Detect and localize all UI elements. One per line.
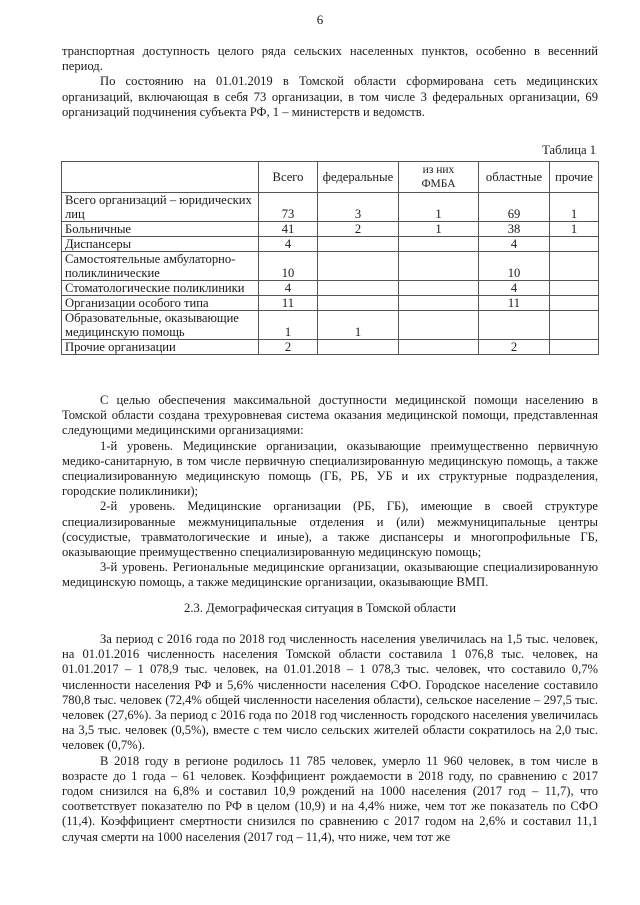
organizations-table	[61, 161, 599, 355]
demography-paragraph-2: В 2018 году в регионе родилось 11 785 человек, умерло 11 960 человек, в том числе в возрасте до 1 года – 61 человек. Коэффициент рождаемости в 2018 году, по сравнению с 2017 годом снизился на 6,8% и составил 10,9 рождений на 1000 населения (2017 год – 11,7), что соответствует показателю по РФ в целом (10,9) и на 4,4% ниже, чем тот же показатель по СФО (11,4). Коэффициент смертности снизился по сравнению с 2017 годом на 2,6% и составил 11,1 случая смерти на 1000 населения (2017 год – 11,4), что ниже, чем тот же	[62, 753, 598, 844]
intro-block	[62, 44, 598, 120]
table-row	[62, 296, 599, 311]
levels-intro: С целью обеспечения максимальной доступности медицинской помощи населению в Томской области создана трехуровневая система оказания медицинской помощи, представленная следующими медицинскими организациями:	[62, 393, 598, 438]
demography-block	[62, 632, 598, 845]
cell-fmba: 1	[399, 222, 479, 237]
table-row	[62, 193, 599, 222]
header-cell-total: Всего	[259, 162, 318, 193]
cell-fmba	[399, 281, 479, 296]
cell-total: 41	[259, 222, 318, 237]
table-row	[62, 311, 599, 340]
cell-regional: 4	[479, 237, 550, 252]
table-header-row	[62, 162, 599, 193]
row-label: Диспансеры	[62, 237, 259, 252]
cell-other: 1	[550, 193, 599, 222]
cell-regional: 69	[479, 193, 550, 222]
header-cell-other: прочие	[550, 162, 599, 193]
cell-fmba: 1	[399, 193, 479, 222]
cell-federal	[318, 296, 399, 311]
level-1: 1-й уровень. Медицинские организации, оказывающие преимущественно первичную медико-санитарную, в том числе первичную специализированную медицинскую помощь, а также специализированную медицинскую помощь (ГБ, РБ, УБ и их структурные подразделения, городские поликлиники);	[62, 438, 598, 499]
intro-paragraph-2: По состоянию на 01.01.2019 в Томской области сформирована сеть медицинских организаций, включающая в себя 73 организации, в том числе 3 федеральных организации, 69 организаций подчинения субъекта РФ, 1 – министерств и ведомств.	[62, 74, 598, 119]
cell-regional: 11	[479, 296, 550, 311]
cell-fmba	[399, 311, 479, 340]
header-cell-empty	[62, 162, 259, 193]
cell-fmba	[399, 237, 479, 252]
cell-other	[550, 237, 599, 252]
row-label: Всего организаций – юридических лиц	[62, 193, 259, 222]
cell-regional: 2	[479, 340, 550, 355]
row-label: Организации особого типа	[62, 296, 259, 311]
cell-total: 73	[259, 193, 318, 222]
cell-total: 4	[259, 237, 318, 252]
cell-regional: 38	[479, 222, 550, 237]
cell-fmba	[399, 340, 479, 355]
cell-federal	[318, 252, 399, 281]
cell-regional: 10	[479, 252, 550, 281]
cell-total: 2	[259, 340, 318, 355]
cell-federal: 1	[318, 311, 399, 340]
cell-other	[550, 296, 599, 311]
cell-federal: 2	[318, 222, 399, 237]
page-number: 6	[316, 12, 324, 27]
header-cell-fmba	[399, 162, 479, 193]
table-row	[62, 222, 599, 237]
section-heading: 2.3. Демографическая ситуация в Томской области	[184, 601, 456, 615]
cell-other: 1	[550, 222, 599, 237]
header-cell-federal: федеральные	[318, 162, 399, 193]
row-label: Больничные	[62, 222, 259, 237]
table-row	[62, 340, 599, 355]
cell-other	[550, 252, 599, 281]
row-label: Образовательные, оказывающие медицинскую помощь	[62, 311, 259, 340]
cell-federal	[318, 281, 399, 296]
levels-block	[62, 393, 598, 591]
intro-paragraph-1: транспортная доступность целого ряда сельских населенных пунктов, особенно в весенний период.	[62, 44, 598, 74]
level-3: 3-й уровень. Региональные медицинские организации, оказывающие специализированную медицинскую помощь, а также медицинские организации, оказывающие ВМП.	[62, 560, 598, 590]
cell-total: 4	[259, 281, 318, 296]
table-caption: Таблица 1	[542, 143, 596, 157]
cell-fmba	[399, 252, 479, 281]
level-2: 2-й уровень. Медицинские организации (РБ, ГБ), имеющие в своей структуре специализированные межмуниципальные отделения и (или) межмуниципальные центры (сосудистые, травматологические и иные), а также диспансеры и многопрофильные ГБ, оказывающие преимущественно специализированную медицинскую помощь;	[62, 499, 598, 560]
cell-other	[550, 311, 599, 340]
cell-federal	[318, 237, 399, 252]
cell-total: 10	[259, 252, 318, 281]
header-cell-regional: областные	[479, 162, 550, 193]
row-label: Самостоятельные амбулаторно-поликлинические	[62, 252, 259, 281]
table-row	[62, 281, 599, 296]
cell-other	[550, 281, 599, 296]
cell-other	[550, 340, 599, 355]
row-label: Стоматологические поликлиники	[62, 281, 259, 296]
table-row	[62, 252, 599, 281]
table-row	[62, 237, 599, 252]
row-label: Прочие организации	[62, 340, 259, 355]
cell-fmba	[399, 296, 479, 311]
cell-federal	[318, 340, 399, 355]
cell-total: 1	[259, 311, 318, 340]
cell-regional: 4	[479, 281, 550, 296]
cell-regional	[479, 311, 550, 340]
cell-total: 11	[259, 296, 318, 311]
cell-federal: 3	[318, 193, 399, 222]
header-fmba-line1: из них	[422, 164, 455, 176]
header-fmba-line2: ФМБА	[421, 178, 456, 190]
demography-paragraph-1: За период с 2016 года по 2018 год численность населения увеличилась на 1,5 тыс. человек, на 01.01.2016 численность населения Томской области составила 1 076,8 тыс. человек, на 01.01.2017 – 1 078,9 тыс. человек, на 01.01.2018 – 1 078,3 тыс. человек, что составило 0,7% численности населения РФ и 5,6% численности населения СФО. Городское население составило 780,8 тыс. человек (72,4% общей численности населения области), сельское население – 297,5 тыс. человек (27,6%). За период с 2016 года по 2018 год численность городского населения увеличилась на 3,5 тыс. человек (0,5%), вместе с тем число сельских жителей области сократилось на 2,0 тыс. человек (0,7%).	[62, 632, 598, 753]
